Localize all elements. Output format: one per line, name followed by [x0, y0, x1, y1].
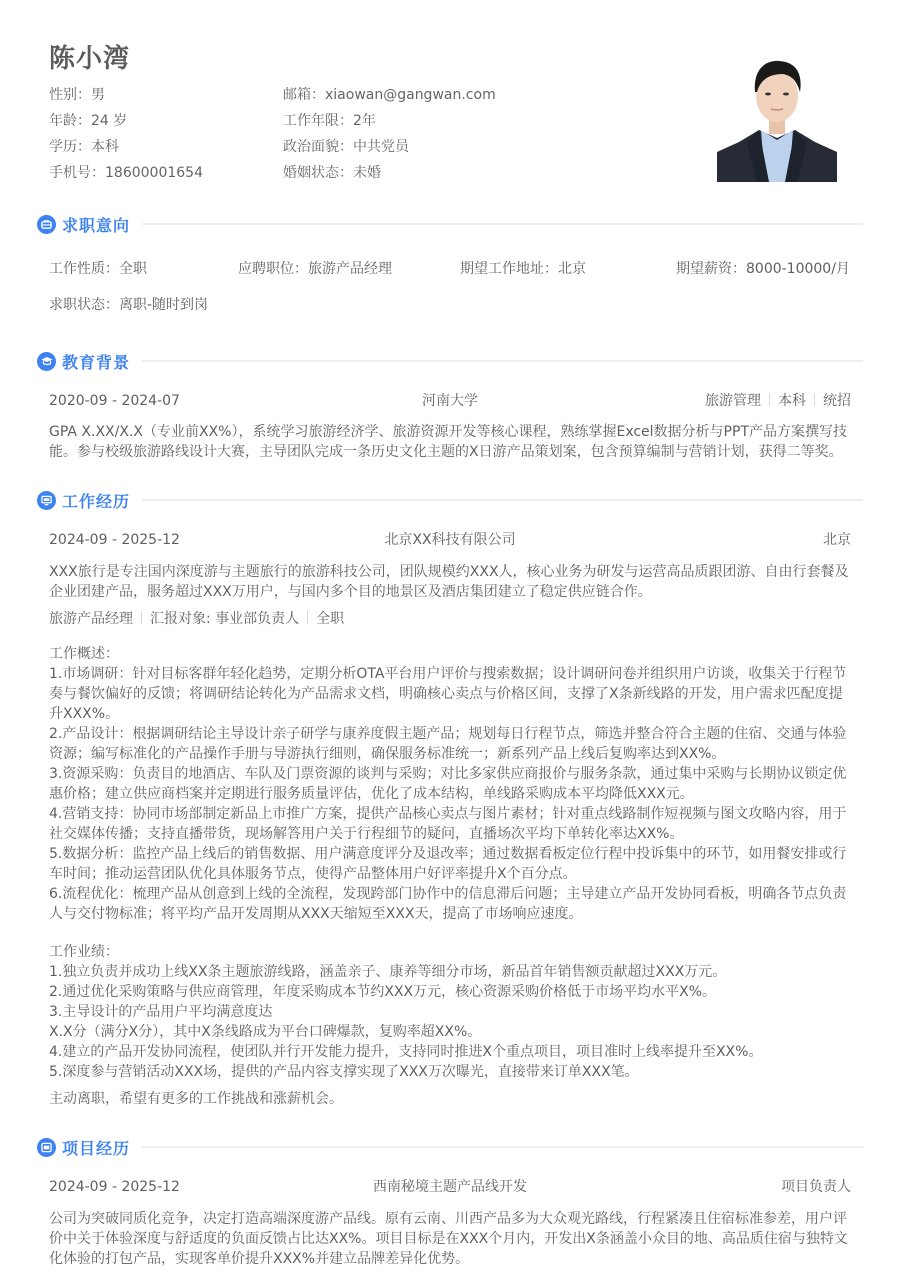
section-title: 教育背景 [62, 352, 131, 372]
school-name: 河南大学 [422, 393, 478, 409]
section-header-education [37, 349, 863, 373]
section-header-job-intent [37, 212, 863, 236]
project-date: 2024-09 - 2025-12 [49, 1179, 180, 1195]
separator [814, 393, 815, 406]
project-role: 项目负责人 [781, 1179, 851, 1195]
section-header-project [37, 1135, 863, 1159]
company-intro: XXX旅行是专注国内深度游与主题旅行的旅游科技公司，团队规模约XXX人，核心业务为研发与运营高品质跟团游、自由行套餐及 企业团建产品，服务超过XXX万用户，与国内多个目的地景区及酒店集团建立了稳定供应链合作。 [49, 564, 849, 600]
work-entry-header [49, 530, 851, 550]
political-status-field: 政治面貌：中共党员 [283, 139, 409, 155]
education-level-field: 学历：本科 [49, 139, 119, 155]
employment-type: 全职 [316, 611, 345, 627]
section-divider [142, 1146, 863, 1148]
applied-position-field: 应聘职位：旅游产品经理 [238, 261, 392, 277]
education-entry-header [49, 391, 851, 411]
project-entry-header [49, 1177, 851, 1197]
section-header-work [37, 488, 863, 512]
work-achievements: 工作业绩： 1.独立负责并成功上线XX条主题旅游线路，涵盖亲子、康养等细分市场，新品首年销售额贡献超过XXX万元。 2.通过优化采购策略与供应商管理，年度采购成本节约XXX万元，核心资源采购价格低于市场平均水平X%。 3.主导设计的产品用户平均满意度达 X.X分（满分X分），其中X条线路成为平台口碑爆款，复购率超XX%。 4.建立的产品开发协同流程，使团队并行开发能力提升，支持同时推进X个重点项目，项目准时上线率提升至XX%。 5.深度参与营销活动XXX场，提供的产品内容支撑实现了XXX万次曝光，直接带来订单XXX笔。 [49, 944, 763, 1080]
gender-field: 性别：男 [49, 87, 105, 103]
project-icon [37, 1138, 56, 1157]
section-title: 工作经历 [62, 491, 131, 511]
section-title: 求职意向 [62, 215, 131, 235]
monitor-icon [37, 491, 56, 510]
company-name: 北京XX科技有限公司 [384, 532, 516, 548]
section-divider [142, 223, 863, 225]
job-type-field: 工作性质：全职 [49, 261, 147, 277]
expected-location-field: 期望工作地址：北京 [460, 261, 586, 277]
phone-field: 手机号：18600001654 [49, 165, 203, 181]
separator [141, 611, 142, 624]
profile-photo [717, 52, 837, 182]
email-field: 邮箱：xiaowan@gangwan.com [283, 87, 496, 103]
person-portrait-icon [717, 52, 837, 182]
graduation-cap-icon [37, 352, 56, 371]
report-to: 汇报对象: 事业部负责人 [150, 611, 300, 627]
candidate-name: 陈小湾 [49, 44, 131, 74]
work-role-line [49, 609, 851, 629]
age-field: 年龄：24 岁 [49, 113, 128, 129]
education-details [705, 391, 851, 411]
marital-status-field: 婚姻状态：未婚 [283, 165, 381, 181]
job-status-field: 求职状态：离职-随时到岗 [49, 297, 209, 313]
work-date: 2024-09 - 2025-12 [49, 532, 180, 548]
briefcase-icon [37, 215, 56, 234]
degree: 本科 [778, 393, 806, 409]
education-description: GPA X.XX/X.X（专业前XX%），系统学习旅游经济学、旅游资源开发等核心课程，熟练掌握Excel数据分析与PPT产品方案撰写技 能。参与校级旅游路线设计大赛，主导团队完成一条历史文化主题的X日游产品策划案，包含预算编制与营销计划，获得二等奖。 [49, 424, 847, 460]
section-divider [142, 360, 863, 362]
enrollment-type: 统招 [823, 393, 851, 409]
section-title: 项目经历 [62, 1138, 131, 1158]
work-years-field: 工作年限：2年 [283, 113, 376, 129]
section-divider [142, 499, 863, 501]
job-title: 旅游产品经理 [49, 611, 133, 627]
major: 旅游管理 [705, 393, 761, 409]
work-overview: 工作概述： 1.市场调研：针对目标客群年轻化趋势，定期分析OTA平台用户评价与搜索数据；设计调研问卷并组织用户访谈，收集关于行程节 奏与餐饮偏好的反馈；将调研结论转化为产品需求文档，明确核心卖点与价格区间，支撑了X条新线路的开发，用户需求匹配度提 升XXX%。 2.产品设计：根据调研结论主导设计亲子研学与康养度假主题产品；规划每日行程节点，筛选并整合符合主题的住宿、交通与体验 资源；编写标准化的产品操作手册与导游执行细则，确保服务标准统一；新系列产品上线后复购率达到XX%。 3.资源采购：负责目的地酒店、车队及门票资源的谈判与采购；对比多家供应商报价与服务条款，通过集中采购与长期协议锁定优 惠价格；建立供应商档案并定期进行服务质量评估，优化了成本结构，单线路采购成本平均降低XXX元。 4.营销支持：协同市场部制定新品上市推广方案，提供产品核心卖点与图片素材；针对重点线路制作短视频与图文攻略内容，用于 社交媒体传播；支持直播带货，现场解答用户关于行程细节的疑问，直播场次平均下单转化率达XX%。 5.数据分析：监控产品上线后的销售数据、用户满意度评分及退改率；通过数据看板定位行程中投诉集中的环节，如用餐安排或行 车时间；推动运营团队优化具体服务节点，使得产品整体用户好评率提升X个百分点。 6.流程优化：梳理产品从创意到上线的全流程，发现跨部门协作中的信息滞后问题；主导建立产品开发协同看板，明确各节点负责 人与交付物标准；将平均产品开发周期从XXX天缩短至XXX天，提高了市场响应速度。 [49, 646, 847, 922]
separator [307, 611, 308, 624]
education-date: 2020-09 - 2024-07 [49, 393, 180, 409]
project-name: 西南秘境主题产品线开发 [373, 1179, 527, 1195]
expected-salary-field: 期望薪资：8000-10000/月 [676, 261, 850, 277]
work-city: 北京 [823, 532, 851, 548]
project-description: 公司为突破同质化竞争，决定打造高端深度游产品线。原有云南、川西产品多为大众观光路线，行程紧凑且住宿标准参差，用户评 价中关于体验深度与舒适度的负面反馈占比达XX%。项目目标是在XXX个月内，开发出X条涵盖小众目的地、高品质住宿与独特文 化体验的打包产品，实现客单价提升XXX%并建立品牌差异化优势。 [49, 1211, 848, 1267]
leave-reason: 主动离职，希望有更多的工作挑战和涨薪机会。 [49, 1091, 343, 1107]
separator [769, 393, 770, 406]
